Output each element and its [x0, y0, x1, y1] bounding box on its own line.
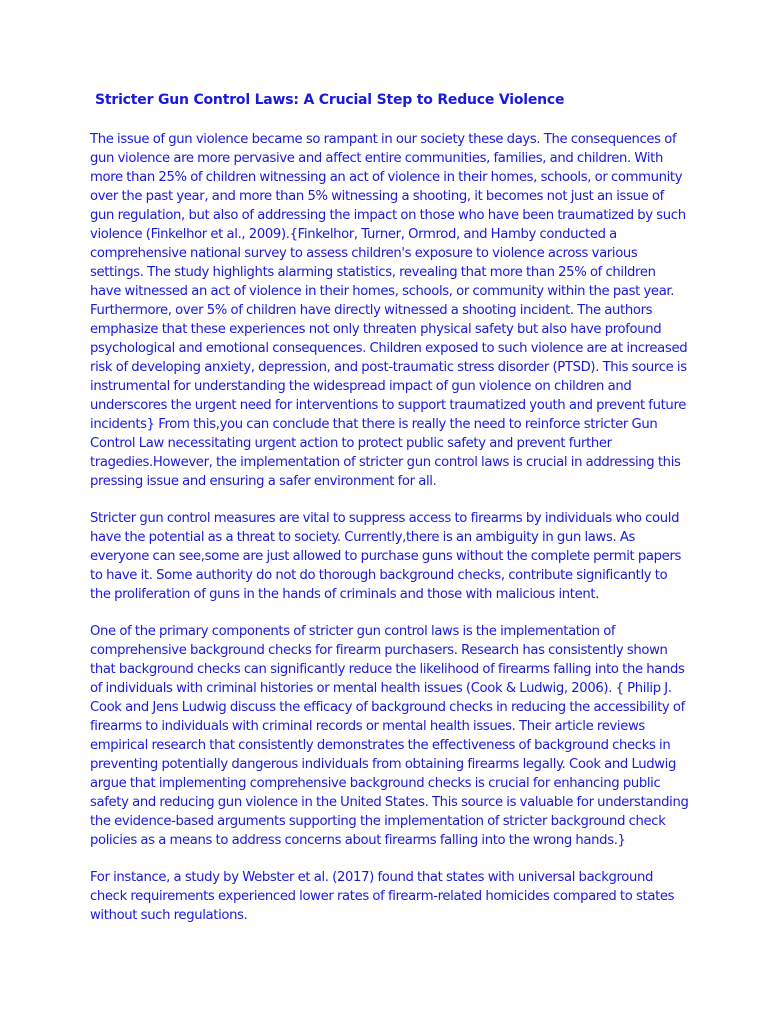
document-title: Stricter Gun Control Laws: A Crucial Step to Reduce Violence	[95, 92, 565, 108]
paragraph-2: Stricter gun control measures are vital to suppress access to firearms by individuals who could have the potential as a threat to society. Currently,there is an ambiguity in gun laws. As everyone can see,some are just allowed to purchase guns without the complete permit papers to have it. Some authority do not do thorough background checks, contribute significantly to the proliferation of guns in the hands of criminals and those with malicious intent.	[90, 511, 682, 602]
document-body	[90, 130, 690, 943]
paragraph-1: The issue of gun violence became so rampant in our society these days. The consequences of gun violence are more pervasive and affect entire communities, families, and children. With more than 25% of children witnessing an act of violence in their homes, schools, or community over the past year, and more than 5% witnessing a shooting, it becomes not just an issue of gun regulation, but also of addressing the impact on those who have been traumatized by such violence (Finkelhor et al., 2009).{Finkelhor, Turner, Ormrod, and Hamby conducted a comprehensive national survey to assess children's exposure to violence across various settings. The study highlights alarming statistics, revealing that more than 25% of children have witnessed an act of violence in their homes, schools, or community within the past year. Furthermore, over 5% of children have directly witnessed a shooting incident. The authors emphasize that these experiences not only threaten physical safety but also have profound psychological and emotional consequences. Children exposed to such violence are at increased risk of developing anxiety, depression, and post-traumatic stress disorder (PTSD). This source is instrumental for understanding the widespread impact of gun violence on children and underscores the urgent need for interventions to support traumatized youth and prevent future incidents} From this,you can conclude that there is really the need to reinforce stricter Gun Control Law necessitating urgent action to protect public safety and prevent further tragedies.However, the implementation of stricter gun control laws is crucial in addressing this pressing issue and ensuring a safer environment for all.	[90, 132, 688, 489]
paragraph-3: One of the primary components of stricter gun control laws is the implementation of comprehensive background checks for firearm purchasers. Research has consistently shown that background checks can significantly reduce the likelihood of firearms falling into the hands of individuals with criminal histories or mental health issues (Cook & Ludwig, 2006). { Philip J. Cook and Jens Ludwig discuss the efficacy of background checks in reducing the accessibility of firearms to individuals with criminal records or mental health issues. Their article reviews empirical research that consistently demonstrates the effectiveness of background checks in preventing potentially dangerous individuals from obtaining firearms legally. Cook and Ludwig argue that implementing comprehensive background checks is crucial for enhancing public safety and reducing gun violence in the United States. This source is valuable for understanding the evidence-based arguments supporting the implementation of stricter background check policies as a means to address concerns about firearms falling into the wrong hands.}	[90, 624, 689, 848]
paragraph-4: For instance, a study by Webster et al. (2017) found that states with universal background check requirements experienced lower rates of firearm-related homicides compared to states without such regulations.	[90, 870, 675, 923]
